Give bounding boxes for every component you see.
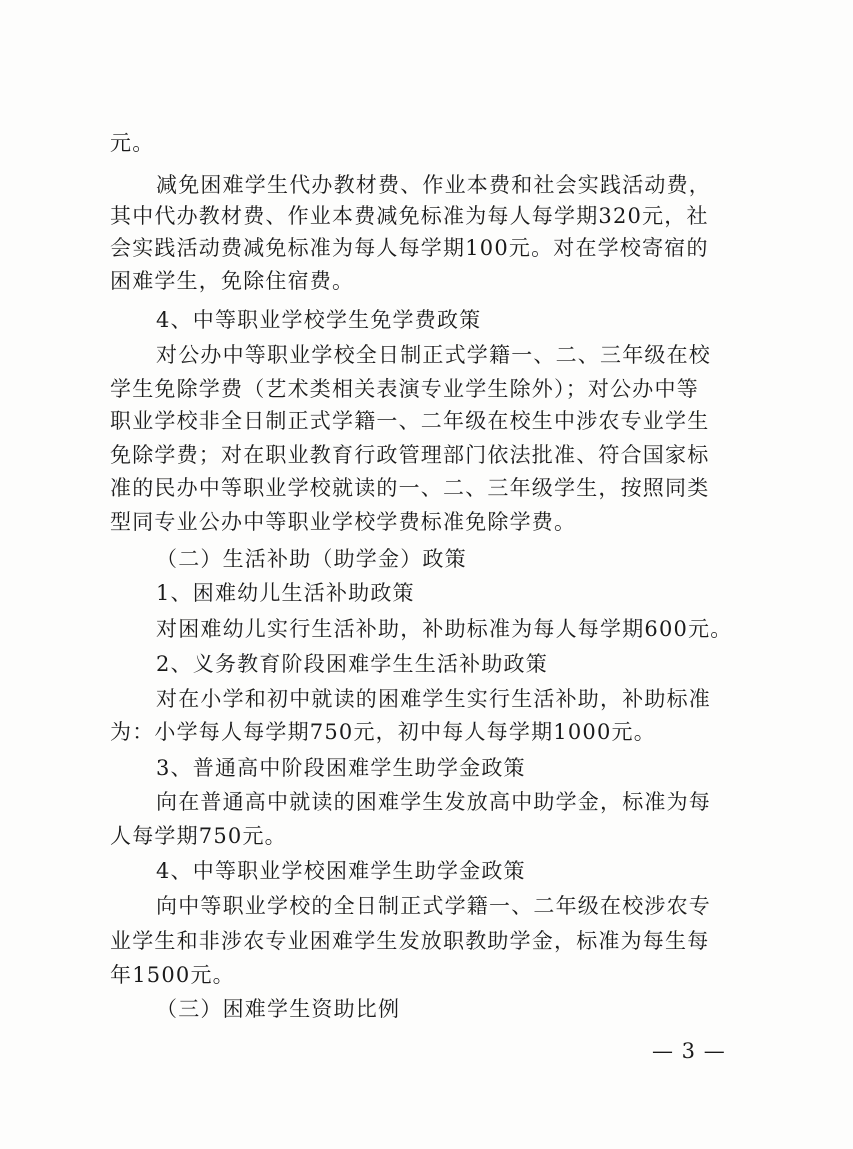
text-line: 学生免除学费（艺术类相关表演专业学生除外）；对公办中等	[110, 377, 699, 401]
section-heading: 4、中等职业学校学生免学费政策	[156, 308, 482, 332]
text-line: 对困难幼儿实行生活补助，补助标准为每人每学期600元。	[156, 617, 733, 641]
text-line: 元。	[110, 131, 155, 155]
text-line: 向中等职业学校的全日制正式学籍一、二年级在校涉农专	[156, 894, 711, 918]
text-line: 免除学费；对在职业教育行政管理部门依法批准、符合国家标	[110, 443, 710, 467]
text-line: 型同专业公办中等职业学校学费标准免除学费。	[110, 510, 577, 534]
text-line: 其中代办教材费、作业本费减免标准为每人每学期320元，社	[110, 204, 709, 228]
page-number: — 3 —	[652, 1039, 726, 1063]
section-heading: 4、中等职业学校困难学生助学金政策	[156, 859, 526, 883]
text-line: 准的民办中等职业学校就读的一、二、三年级学生，按照同类	[110, 476, 710, 500]
text-line: 年1500元。	[110, 963, 235, 987]
section-heading: 2、义务教育阶段困难学生生活补助政策	[156, 652, 548, 676]
text-line: 向在普通高中就读的困难学生发放高中助学金，标准为每	[156, 790, 711, 814]
text-line: 业学生和非涉农专业困难学生发放职教助学金，标准为每生每	[110, 929, 710, 953]
text-line: 职业学校非全日制正式学籍一、二年级在校生中涉农专业学生	[110, 409, 710, 433]
text-line: 对在小学和初中就读的困难学生实行生活补助，补助标准	[156, 687, 711, 711]
text-line: 对公办中等职业学校全日制正式学籍一、二、三年级在校	[156, 343, 711, 367]
text-line: 人每学期750元。	[110, 824, 287, 848]
text-line: 会实践活动费减免标准为每人每学期100元。对在学校寄宿的	[110, 236, 709, 260]
section-heading: （二）生活补助（助学金）政策	[156, 547, 467, 571]
section-heading: （三）困难学生资助比例	[156, 997, 401, 1021]
section-heading: 3、普通高中阶段困难学生助学金政策	[156, 756, 526, 780]
section-heading: 1、困难幼儿生活补助政策	[156, 581, 415, 605]
text-line: 困难学生，免除住宿费。	[110, 269, 355, 293]
text-line: 为：小学每人每学期750元，初中每人每学期1000元。	[110, 720, 656, 744]
text-line: 减免困难学生代办教材费、作业本费和社会实践活动费，	[156, 173, 711, 197]
